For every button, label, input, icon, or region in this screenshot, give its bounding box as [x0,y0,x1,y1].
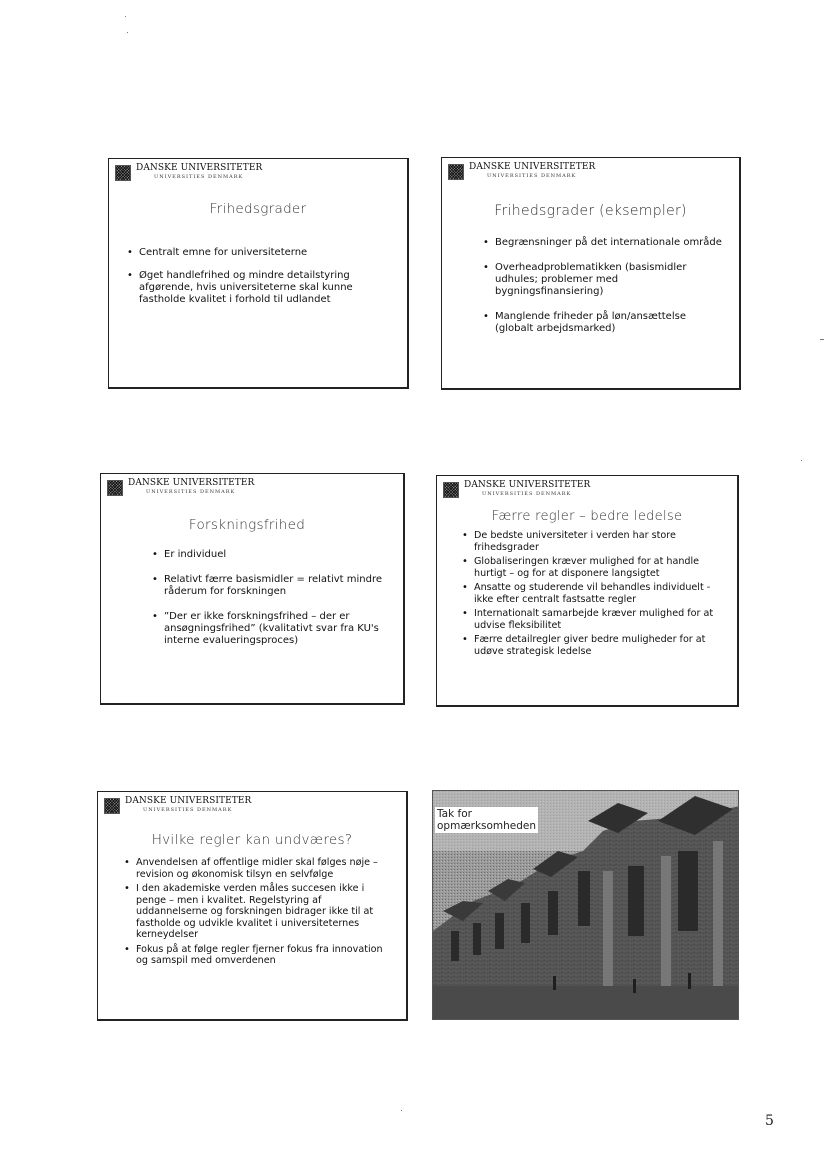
bullet-item: • Ansatte og studerende vil behandles individuelt - ikke efter centralt fastsatte regler [461,582,729,605]
slide-frihedsgrader-eksempler [441,157,741,390]
bullet-item: • Overheadproblematikken (basismidler udhules; problemer med bygningsfinansiering) [482,262,722,298]
scan-speck [801,460,802,461]
slide-title: Forskningsfrihed [188,517,306,533]
header-subtitle: UNIVERSITIES DENMARK [143,807,233,813]
bullet-item: • Globaliseringen kræver mulighed for at handle hurtigt – og for at disponere langsigtet [461,556,729,579]
bullet-list [151,549,391,647]
header-title: DANSKE UNIVERSITETER [128,478,255,488]
bullet-item: • Begrænsninger på det internationale område [482,237,722,249]
photo-caption [435,807,538,833]
bullet-item: • ”Der er ikke forskningsfrihed – der er ansøgningsfrihed” (kvalitativt svar fra KU's interne evalueringsproces) [151,611,391,647]
bullet-list [123,857,383,967]
bullet-item: • De bedste universiteter i verden har store frihedsgrader [461,530,729,553]
header-title: DANSKE UNIVERSITETER [125,796,252,806]
scan-speck [401,1110,402,1111]
page-number: 5 [765,1113,774,1129]
slide-header [107,479,254,496]
slide-title: Hvilke regler kan undværes? [151,832,353,848]
slide-header [115,164,262,181]
bullet-item: • Manglende friheder på løn/ansættelse (globalt arbejdsmarked) [482,311,722,335]
slide-frihedsgrader [108,158,409,389]
header-title: DANSKE UNIVERSITETER [136,163,263,173]
bullet-item: • I den akademiske verden måles succesen ikke i penge – men i kvalitet. Regelstyring af uddannelserne og forskningen bidrager ikke til at fastholde og udvikle kvalitet i universiteternes kerneydelser [123,883,383,941]
slide-header [443,481,590,498]
bullet-item: • Fokus på at følge regler fjerner fokus fra innovation og samspil med omverdenen [123,944,383,967]
header-title: DANSKE UNIVERSITETER [464,480,591,490]
bullet-item: • Relativt færre basismidler = relativt mindre råderum for forskningen [151,574,391,598]
university-logo-icon [107,480,123,496]
university-logo-icon [104,798,120,814]
slide-title: Færre regler – bedre ledelse [491,509,683,524]
bullet-item: • Internationalt samarbejde kræver mulighed for at udvise fleksibilitet [461,608,729,631]
university-logo-icon [443,482,459,498]
scan-speck [125,16,126,17]
header-subtitle: UNIVERSITIES DENMARK [146,489,236,495]
bullet-item: • Centralt emne for universiteterne [126,247,386,259]
bullet-item: • Færre detailregler giver bedre muligheder for at udøve strategisk ledelse [461,634,729,657]
slide-title: Frihedsgrader (eksempler) [494,203,687,219]
header-subtitle: UNIVERSITIES DENMARK [154,174,244,180]
caption-line: opmærksomheden [437,820,537,832]
header-subtitle: UNIVERSITIES DENMARK [482,491,572,497]
slide-title: Frihedsgrader [209,201,307,217]
bullet-list [482,237,722,335]
slide-header [448,163,595,180]
header-subtitle: UNIVERSITIES DENMARK [487,173,577,179]
header-title: DANSKE UNIVERSITETER [469,162,596,172]
university-logo-icon [448,164,464,180]
slide-faerre-regler [436,475,739,707]
bullet-list [126,247,386,306]
bullet-item: • Er individuel [151,549,391,561]
bullet-item: • Øget handlefrihed og mindre detailstyring afgørende, hvis universiteterne skal kunne fastholde kvalitet i forhold til udlandet [126,270,386,306]
scan-speck [820,339,824,340]
slide-photo-university-building [432,790,739,1020]
slide-header [104,797,251,814]
slide-forskningsfrihed [100,473,405,705]
bullet-list [461,530,729,657]
scan-speck [127,32,128,33]
bullet-item: • Anvendelsen af offentlige midler skal følges nøje – revision og økonomisk tilsyn en selvfølge [123,857,383,880]
caption-line: Tak for [437,808,472,820]
university-logo-icon [115,165,131,181]
slide-hvilke-regler [97,791,408,1021]
